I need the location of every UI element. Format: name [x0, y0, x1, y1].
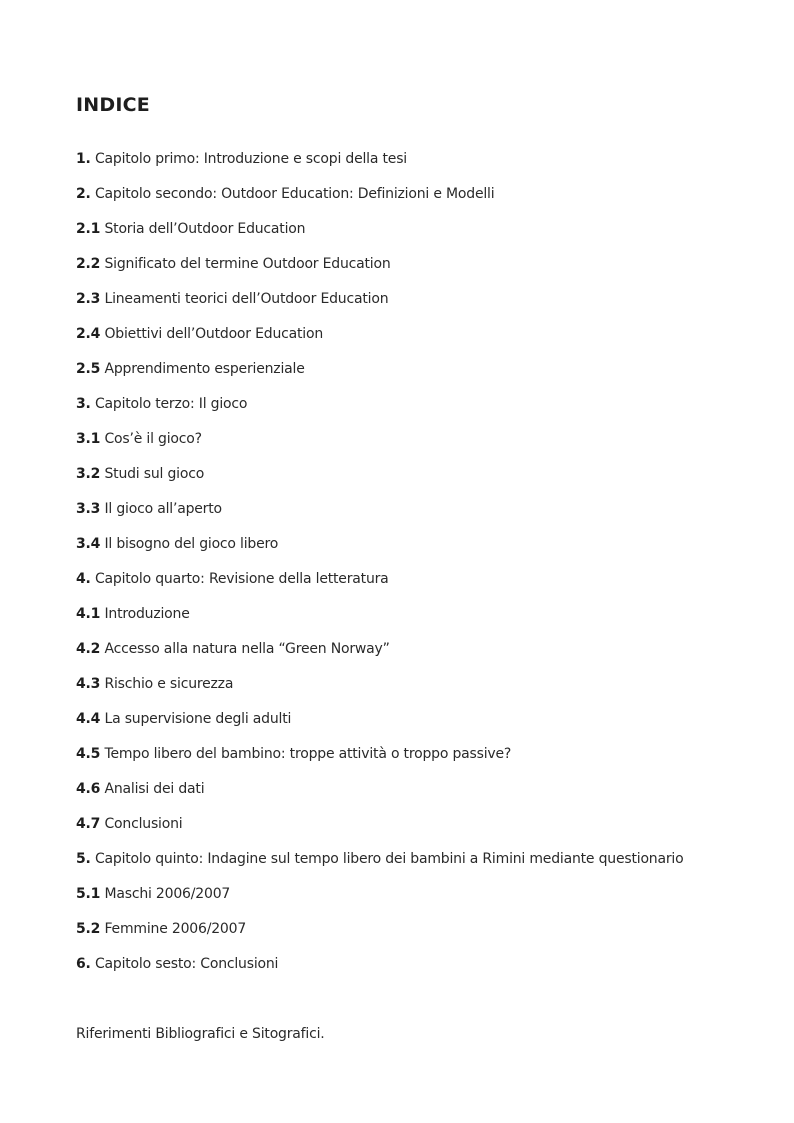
toc-entry	[76, 359, 683, 394]
toc-entry-number: 4.7	[76, 816, 101, 832]
toc-entry-text: Storia dell’Outdoor Education	[104, 221, 306, 237]
toc-entry-number: 3.1	[76, 431, 101, 447]
toc-entry-number: 3.	[76, 396, 91, 412]
toc-entry-number: 4.6	[76, 781, 101, 797]
toc-entry	[76, 919, 683, 954]
toc-entry	[76, 884, 683, 919]
toc-entry-text: Rischio e sicurezza	[104, 676, 234, 692]
toc-entry	[76, 709, 683, 744]
toc-entry-number: 4.4	[76, 711, 101, 727]
toc-entry-text: Capitolo primo: Introduzione e scopi della tesi	[94, 151, 407, 167]
toc-entry-number: 2.3	[76, 291, 101, 307]
toc-entry-text: Il bisogno del gioco libero	[104, 536, 279, 552]
toc-entry-number: 3.3	[76, 501, 101, 517]
toc-entry-text: Capitolo quarto: Revisione della letteratura	[94, 571, 389, 587]
toc-entry-text: Capitolo terzo: Il gioco	[94, 396, 248, 412]
toc-entry-text: Conclusioni	[104, 816, 183, 832]
toc-entry	[76, 254, 683, 289]
toc-entry-text: Apprendimento esperienziale	[104, 361, 305, 377]
toc-entry-text: La supervisione degli adulti	[104, 711, 292, 727]
toc-entry-number: 2.5	[76, 361, 101, 377]
toc-entry	[76, 744, 683, 779]
toc-entry	[76, 184, 683, 219]
toc-entry	[76, 324, 683, 359]
toc-entry-number: 4.	[76, 571, 91, 587]
toc-entry	[76, 219, 683, 254]
toc-entry-number: 3.2	[76, 466, 101, 482]
toc-entry-text: Cos’è il gioco?	[104, 431, 202, 447]
toc-entry	[76, 604, 683, 639]
toc-entry-text: Maschi 2006/2007	[104, 886, 231, 902]
table-of-contents	[76, 149, 683, 989]
toc-entry	[76, 954, 683, 989]
toc-entry-text: Significato del termine Outdoor Education	[104, 256, 391, 272]
toc-entry	[76, 569, 683, 604]
toc-entry-number: 1.	[76, 151, 91, 167]
toc-entry	[76, 429, 683, 464]
toc-entry-text: Capitolo secondo: Outdoor Education: Definizioni e Modelli	[94, 186, 495, 202]
toc-entry-number: 4.3	[76, 676, 101, 692]
toc-entry-number: 6.	[76, 956, 91, 972]
toc-entry	[76, 289, 683, 324]
toc-entry-text: Femmine 2006/2007	[104, 921, 247, 937]
toc-entry-text: Studi sul gioco	[104, 466, 205, 482]
toc-entry-text: Introduzione	[104, 606, 190, 622]
page-title: INDICE	[76, 94, 150, 116]
toc-entry-number: 4.5	[76, 746, 101, 762]
toc-entry-text: Analisi dei dati	[104, 781, 205, 797]
toc-entry-text: Tempo libero del bambino: troppe attività o troppo passive?	[104, 746, 512, 762]
toc-entry	[76, 849, 683, 884]
toc-entry	[76, 149, 683, 184]
toc-entry	[76, 499, 683, 534]
toc-entry	[76, 394, 683, 429]
toc-entry-number: 5.2	[76, 921, 101, 937]
toc-entry-number: 5.1	[76, 886, 101, 902]
toc-entry-text: Il gioco all’aperto	[104, 501, 222, 517]
toc-entry-number: 2.1	[76, 221, 101, 237]
toc-entry	[76, 534, 683, 569]
toc-entry-number: 2.2	[76, 256, 101, 272]
toc-entry	[76, 674, 683, 709]
toc-entry	[76, 464, 683, 499]
toc-entry	[76, 639, 683, 674]
toc-entry-text: Capitolo quinto: Indagine sul tempo libero dei bambini a Rimini mediante questionario	[94, 851, 684, 867]
references-note: Riferimenti Bibliografici e Sitografici.	[76, 1026, 325, 1042]
toc-entry-text: Capitolo sesto: Conclusioni	[94, 956, 279, 972]
toc-entry-number: 2.4	[76, 326, 101, 342]
toc-entry-text: Obiettivi dell’Outdoor Education	[104, 326, 324, 342]
toc-entry	[76, 814, 683, 849]
toc-entry-number: 3.4	[76, 536, 101, 552]
toc-entry-number: 4.1	[76, 606, 101, 622]
toc-entry-number: 5.	[76, 851, 91, 867]
toc-entry-text: Accesso alla natura nella “Green Norway”	[104, 641, 390, 657]
toc-entry-number: 4.2	[76, 641, 101, 657]
toc-entry	[76, 779, 683, 814]
toc-entry-number: 2.	[76, 186, 91, 202]
toc-entry-text: Lineamenti teorici dell’Outdoor Education	[104, 291, 389, 307]
